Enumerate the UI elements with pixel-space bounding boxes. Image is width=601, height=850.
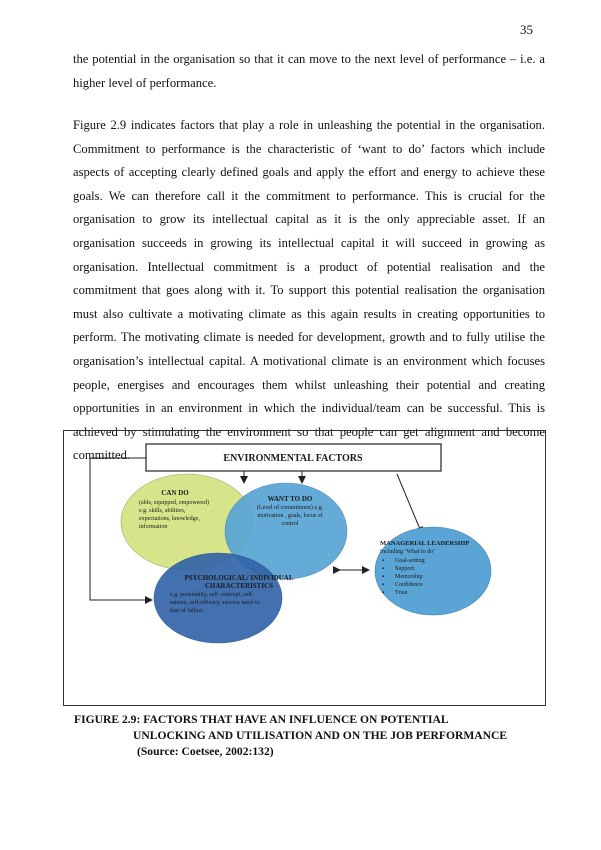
leadership-item: Confidence [395,582,423,588]
figure-caption [74,712,554,760]
psychological-line: esteem, self-efficacy, success need vs [170,600,260,606]
want-to-do-line: motivation , goals, locus of [257,513,323,519]
figure-diagram [64,431,545,705]
bullet-icon: ▪ [382,558,385,564]
paragraph-body: Figure 2.9 indicates factors that play a role in unleashing the potential in the organisation. Commitment to performance is the characteristic of ‘want to do’ factors which include aspects of accepting clearly defined goals and apply the effort and energy to achieve these goals. We can therefore call it the commitment to performance. This is crucial for the organisation to grow its intellectual capital as it is the only appreciable asset. If an organisation succeeds in growing its intellectual capital it will succeed in growing as organisation. Intellectual commitment is a product of potential realisation and the commitment that goes along with it. To support this potential realisation the organisation must also cultivate a motivating climate as this again results in creating opportunities to perform. The motivating climate is needed for development, growth and to fully utilise the organisation’s intellectual capital. A motivational climate is an environment which focuses people, energises and encourages them whilst unleashing their potential and creating opportunities in an environment in which the individual/team can be successful. This is achieved by stimulating the environment so that people can get alignment and become committed. [73,118,545,463]
leadership-subtitle: Including ‘What to do’ [380,549,436,555]
page-number: 35 [520,22,533,37]
leadership-item: Support [395,566,415,572]
paragraph-intro: the potential in the organisation so that it can move to the next level of performance – i.e. a higher level of performance. [73,52,545,90]
can-do-line: expectations, knowledge, [139,516,200,522]
leadership-item: Mentorship [395,574,423,580]
leadership-item: Trust [395,590,408,596]
psychological-title-2: CHARACTERISTICS [204,582,274,590]
bullet-icon: ▪ [382,582,385,588]
caption-line-2: UNLOCKING AND UTILISATION AND ON THE JOB PERFORMANCE [133,729,508,742]
arrow-to-leadership [397,474,422,534]
psychological-line: fear of failure [170,608,203,614]
caption-line-1: FIGURE 2.9: FACTORS THAT HAVE AN INFLUENCE ON POTENTIAL [74,713,449,726]
psychological-ellipse [154,553,282,643]
leadership-item: Goal-setting [395,558,425,564]
environmental-factors-label: ENVIRONMENTAL FACTORS [223,453,363,464]
psychological-line: e.g. personality, self -concept, self- [170,592,254,598]
want-to-do-title: WANT TO DO [267,495,313,503]
want-to-do-line: (Level of commitment) e.g. [256,505,324,511]
can-do-line: (able, equipped, empowered) [139,500,209,506]
bullet-icon: ▪ [382,574,385,580]
can-do-title: CAN DO [161,489,189,497]
caption-source: (Source: Coetsee, 2002:132) [137,745,274,758]
bullet-icon: ▪ [382,590,385,596]
can-do-line: e.g. skills, abilities, [139,508,186,514]
leadership-title: MANAGERIAL LEADERSHIP [380,540,470,547]
can-do-line: information [139,524,168,530]
want-to-do-line: control [281,521,299,527]
figure-2-9-frame [63,430,546,706]
bullet-icon: ▪ [382,566,385,572]
psychological-title-1: PSYCHOLOGICAL/ INDIVIDUAL [184,574,294,582]
